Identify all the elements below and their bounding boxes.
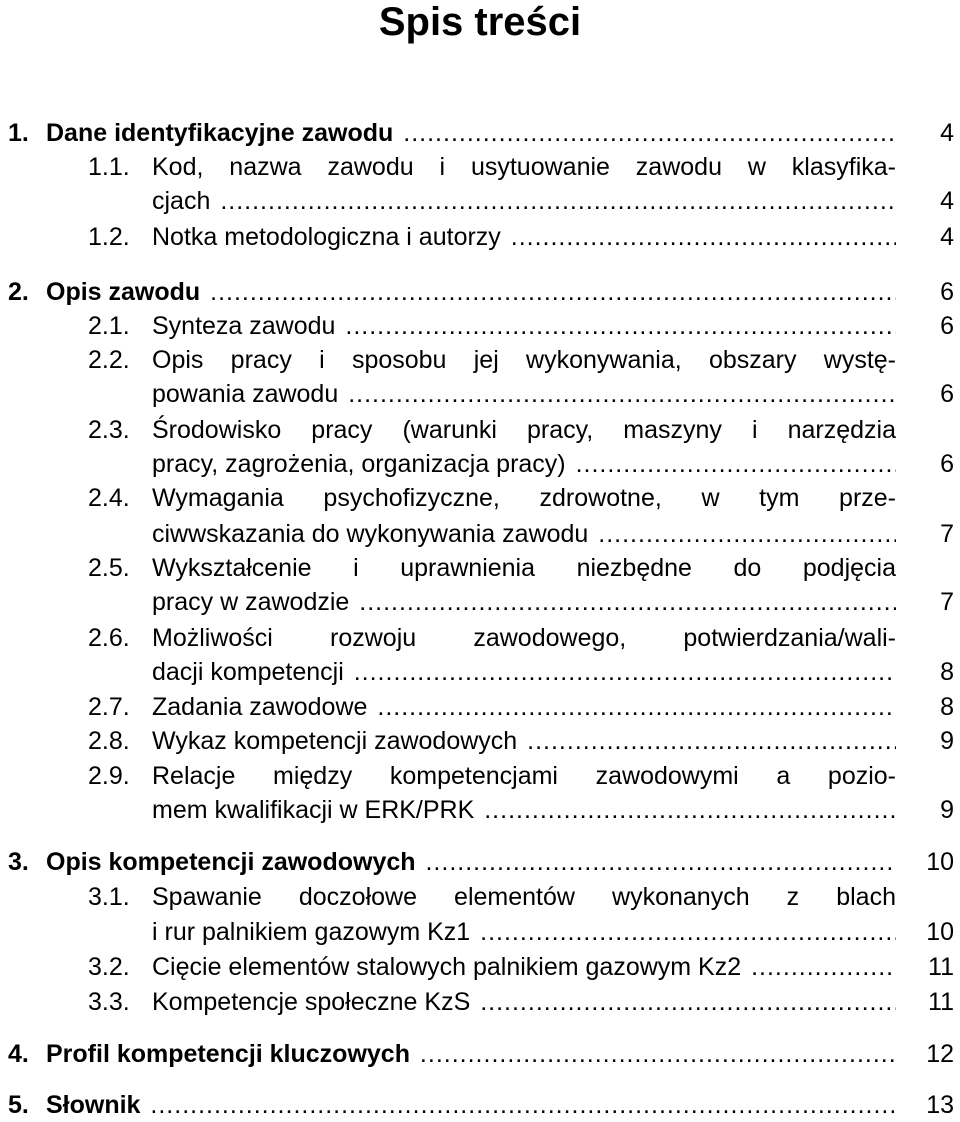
toc-entry-label: Wykształcenie i uprawnienia niezbędne do podjęcia bbox=[152, 554, 896, 582]
page-title: Spis treści bbox=[378, 0, 582, 44]
toc-entry-label: cjach ..... bbox=[152, 184, 896, 218]
toc-entry-label: Opis pracy i sposobu jej wykonywania, obszary wystę- bbox=[152, 346, 896, 374]
toc-entry-label: Wykaz kompetencji zawodowych ..... bbox=[152, 724, 896, 758]
toc-entry-page: 6 bbox=[940, 380, 954, 408]
toc-entry-page: 11 bbox=[928, 953, 954, 981]
toc-entry-page: 4 bbox=[940, 223, 954, 251]
toc-entry-page: 13 bbox=[926, 1091, 954, 1119]
toc-entry-number: 2.7. bbox=[88, 693, 130, 721]
toc-entry-label: Opis kompetencji zawodowych ..... bbox=[46, 845, 896, 879]
toc-entry-page: 6 bbox=[940, 450, 954, 478]
toc-entry-label: Notka metodologiczna i autorzy ..... bbox=[152, 220, 896, 254]
toc-entry-page: 10 bbox=[926, 918, 954, 946]
toc-entry-number: 4. bbox=[8, 1040, 29, 1068]
toc-entry-number: 2.2. bbox=[88, 346, 130, 374]
toc-entry-label: mem kwalifikacji w ERK/PRK ..... bbox=[152, 793, 896, 827]
toc-entry-label: ciwwskazania do wykonywania zawodu ..... bbox=[152, 517, 896, 551]
toc-entry-number: 2.4. bbox=[88, 484, 130, 512]
toc-entry-page: 4 bbox=[940, 119, 954, 147]
toc-entry-label: Profil kompetencji kluczowych ..... bbox=[46, 1037, 896, 1071]
toc-entry-number: 3.1. bbox=[88, 883, 130, 911]
toc-entry-label: Synteza zawodu ..... bbox=[152, 309, 896, 343]
toc-entry-label: Zadania zawodowe ..... bbox=[152, 690, 896, 724]
toc-entry-number: 3.3. bbox=[88, 988, 130, 1016]
toc-entry-label: pracy w zawodzie ..... bbox=[152, 585, 896, 619]
toc-entry-number: 1.2. bbox=[88, 223, 130, 251]
toc-entry-label: Środowisko pracy (warunki pracy, maszyny i narzędzia bbox=[152, 416, 896, 444]
toc-entry-page: 8 bbox=[940, 693, 954, 721]
toc-entry-label: Kompetencje społeczne KzS ..... bbox=[152, 985, 896, 1019]
toc-entry-label: Opis zawodu ..... bbox=[46, 275, 896, 309]
toc-entry-number: 3. bbox=[8, 848, 29, 876]
toc-entry-page: 11 bbox=[928, 988, 954, 1016]
toc-entry-label: Możliwości rozwoju zawodowego, potwierdzania/wali- bbox=[152, 624, 896, 652]
toc-entry-label: Dane identyfikacyjne zawodu ..... bbox=[46, 116, 896, 150]
toc-entry-number: 2.3. bbox=[88, 416, 130, 444]
toc-entry-label: pracy, zagrożenia, organizacja pracy) ..... bbox=[152, 447, 896, 481]
toc-entry-number: 2. bbox=[8, 278, 29, 306]
toc-entry-page: 9 bbox=[940, 727, 954, 755]
toc-entry-number: 2.6. bbox=[88, 624, 130, 652]
toc-entry-number: 2.9. bbox=[88, 762, 130, 790]
toc-entry-label: Wymagania psychofizyczne, zdrowotne, w tym prze- bbox=[152, 484, 896, 512]
toc-entry-page: 9 bbox=[940, 796, 954, 824]
toc-entry-page: 6 bbox=[940, 312, 954, 340]
toc-entry-number: 1. bbox=[8, 119, 29, 147]
toc-entry-label: powania zawodu ..... bbox=[152, 377, 896, 411]
toc-entry-page: 8 bbox=[940, 658, 954, 686]
toc-entry-label: Słownik ..... bbox=[46, 1088, 896, 1122]
toc-entry-page: 10 bbox=[926, 848, 954, 876]
toc-entry-number: 2.8. bbox=[88, 727, 130, 755]
toc-entry-page: 6 bbox=[940, 278, 954, 306]
toc-entry-label: Spawanie doczołowe elementów wykonanych z blach bbox=[152, 883, 896, 911]
toc-entry-label: Cięcie elementów stalowych palnikiem gazowym Kz2 ..... bbox=[152, 950, 896, 984]
toc-entry-number: 5. bbox=[8, 1091, 29, 1119]
toc-entry-page: 7 bbox=[940, 588, 954, 616]
toc-entry-number: 2.1. bbox=[88, 312, 130, 340]
toc-entry-number: 2.5. bbox=[88, 554, 130, 582]
toc-entry-page: 7 bbox=[940, 520, 954, 548]
toc-entry-number: 3.2. bbox=[88, 953, 130, 981]
toc-entry-page: 12 bbox=[926, 1040, 954, 1068]
toc-entry-number: 1.1. bbox=[88, 153, 130, 181]
toc-entry-label: dacji kompetencji ..... bbox=[152, 655, 896, 689]
toc-entry-label: Relacje między kompetencjami zawodowymi a pozio- bbox=[152, 762, 896, 790]
toc-entry-label: i rur palnikiem gazowym Kz1 ..... bbox=[152, 915, 896, 949]
toc-entry-label: Kod, nazwa zawodu i usytuowanie zawodu w klasyfika- bbox=[152, 153, 896, 181]
toc-entry-page: 4 bbox=[940, 187, 954, 215]
